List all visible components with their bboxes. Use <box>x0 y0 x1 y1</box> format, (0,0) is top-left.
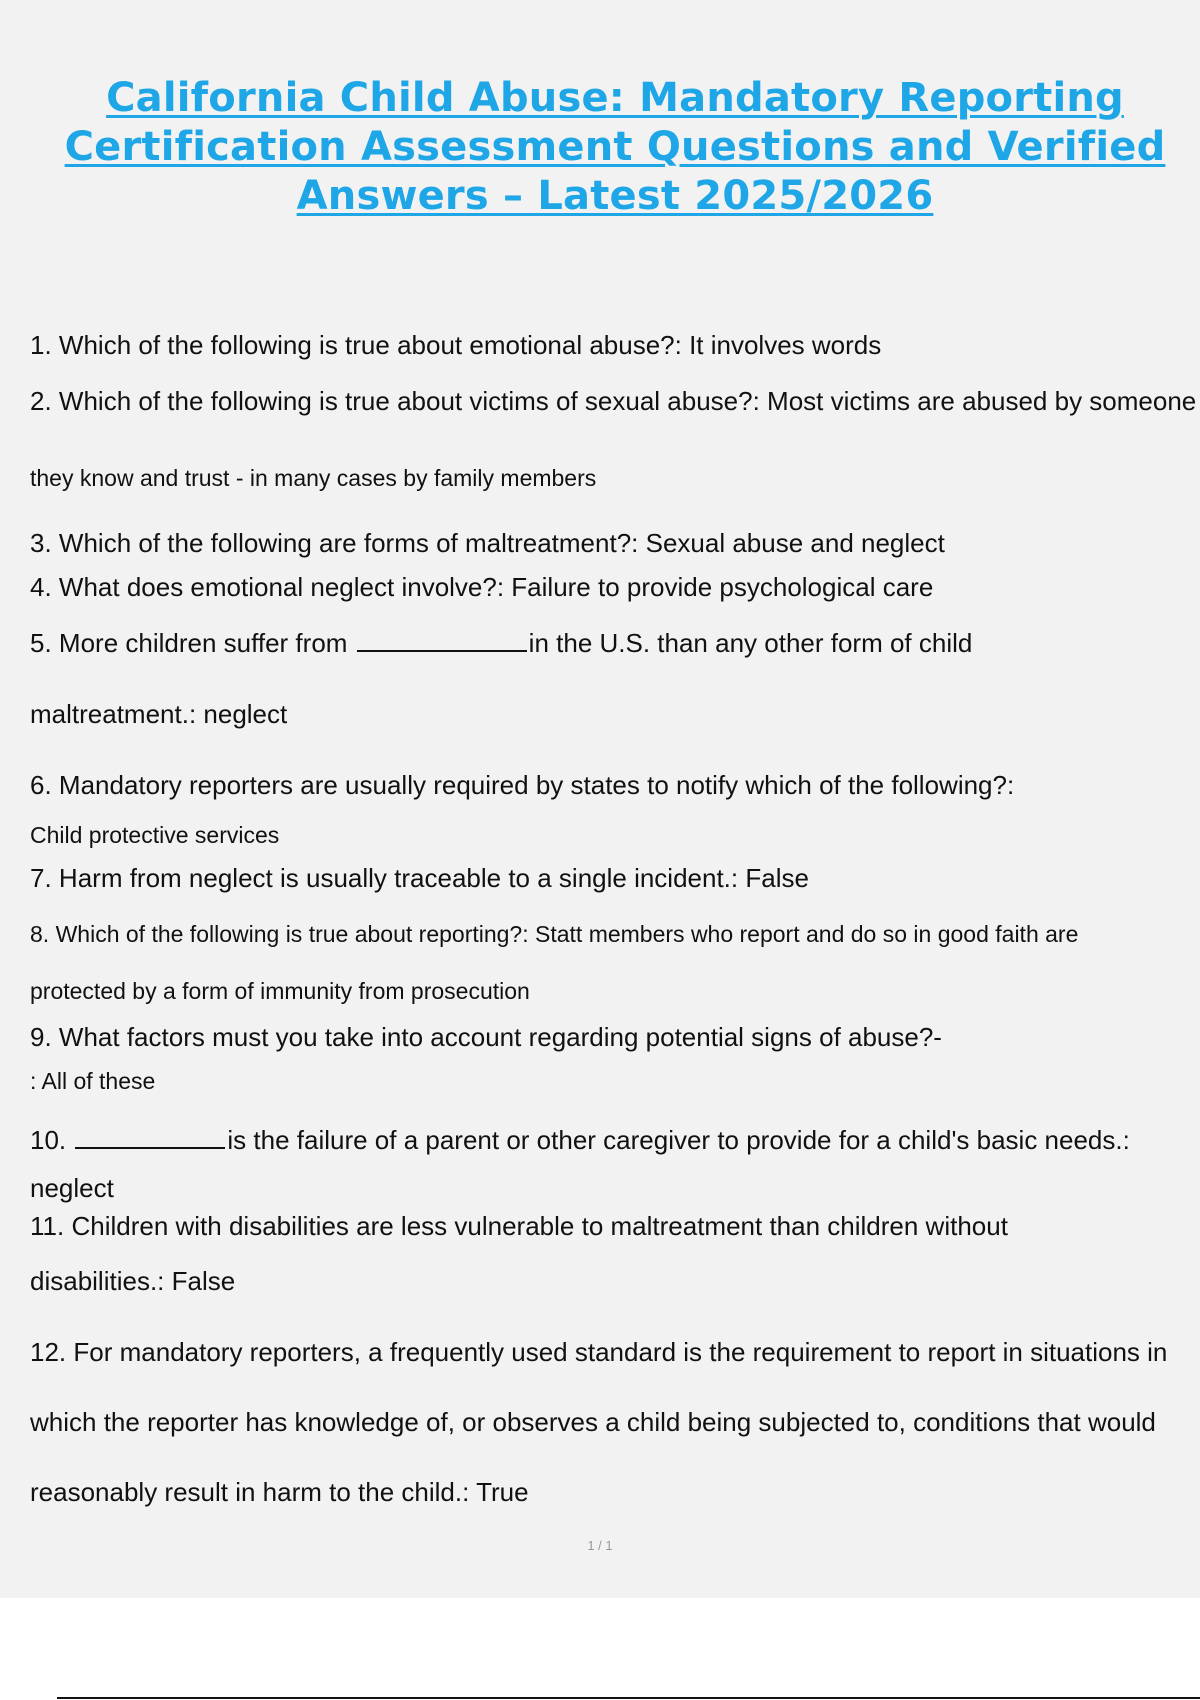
question-6 <box>30 770 1195 801</box>
question-9-continuation: : All of these <box>30 1068 156 1094</box>
question-number: 2. <box>30 386 52 416</box>
question-number: 3. <box>30 528 52 558</box>
question-number: 10. <box>30 1125 67 1155</box>
question-2 <box>30 386 1195 417</box>
question-text: Children with disabilities are less vulnerable to maltreatment than children without <box>71 1211 1008 1241</box>
question-text: Which of the following is true about victims of sexual abuse?: Most victims are abused by someone <box>58 386 1197 416</box>
question-7 <box>30 863 1195 894</box>
question-text: Which of the following is true about reporting?: Statt members who report and do so in good faith are <box>55 921 1079 947</box>
question-8-continuation: protected by a form of immunity from prosecution <box>30 978 530 1004</box>
question-number: 1. <box>30 330 52 360</box>
question-number: 4. <box>30 572 52 602</box>
question-10 <box>30 1125 1195 1156</box>
question-5 <box>30 628 1195 659</box>
question-text: What factors must you take into account regarding potential signs of abuse?- <box>58 1022 942 1052</box>
answer-blank <box>75 1127 225 1149</box>
question-2-continuation: they know and trust - in many cases by family members <box>30 465 597 491</box>
question-9 <box>30 1022 1195 1053</box>
question-text: Harm from neglect is usually traceable to a single incident.: False <box>58 863 809 893</box>
question-number: 8. <box>30 921 50 947</box>
question-8 <box>30 921 1195 948</box>
question-number: 7. <box>30 863 52 893</box>
question-1 <box>30 330 1195 361</box>
question-text: Which of the following is true about emotional abuse?: It involves words <box>58 330 882 360</box>
question-12 <box>30 1317 1170 1527</box>
question-number: 12. <box>30 1337 67 1367</box>
footer-divider <box>57 1697 1200 1699</box>
question-text: For mandatory reporters, a frequently used standard is the requirement to report in situations in which the reporter has knowledge of, or observes a child being subjected to, conditions that would reasonably result in harm to the child.: True <box>30 1337 1168 1507</box>
question-text-pre: More children suffer from <box>58 628 348 658</box>
question-number: 11. <box>30 1211 65 1241</box>
question-number: 5. <box>30 628 52 658</box>
question-text: Which of the following are forms of maltreatment?: Sexual abuse and neglect <box>58 528 945 558</box>
question-text: What does emotional neglect involve?: Failure to provide psychological care <box>58 572 934 602</box>
question-text-post: is the failure of a parent or other caregiver to provide for a child's basic needs.: <box>227 1125 1130 1155</box>
answer-blank <box>357 630 527 652</box>
question-3 <box>30 528 1195 559</box>
question-5-continuation: maltreatment.: neglect <box>30 699 288 729</box>
question-4 <box>30 572 1195 603</box>
question-11-continuation: disabilities.: False <box>30 1266 236 1296</box>
page-indicator: 1 / 1 <box>587 1538 613 1553</box>
question-text: Mandatory reporters are usually required by states to notify which of the following?: <box>58 770 1015 800</box>
question-11 <box>30 1211 1195 1242</box>
question-6-continuation: Child protective services <box>30 822 280 848</box>
question-number: 6. <box>30 770 52 800</box>
question-text-post: in the U.S. than any other form of child <box>528 628 973 658</box>
question-number: 9. <box>30 1022 52 1052</box>
document-title: California Child Abuse: Mandatory Reporting Certification Assessment Questions and Verified Answers – Latest 2025/2026 <box>64 75 1166 219</box>
question-10-continuation: neglect <box>30 1173 114 1203</box>
